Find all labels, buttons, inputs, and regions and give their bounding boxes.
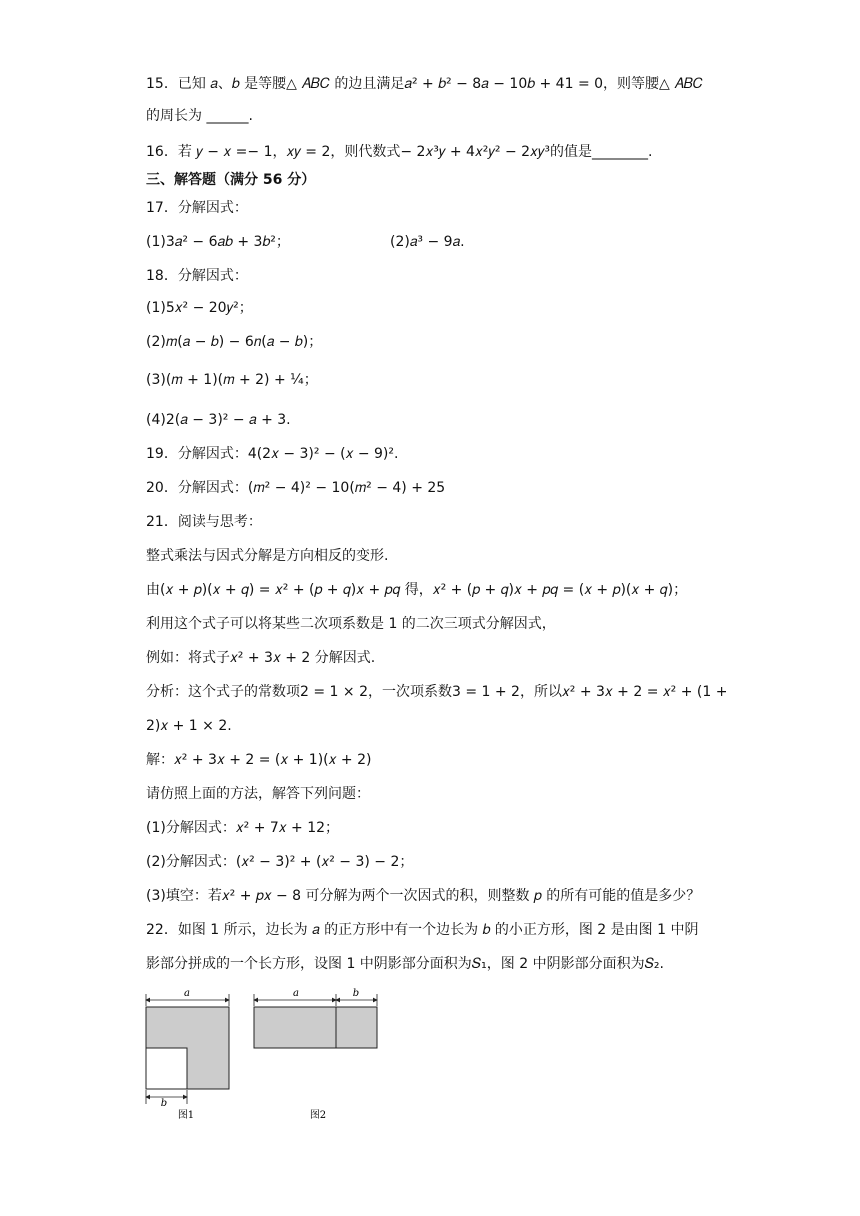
- line-text: (3)(𝑚 + 1)(𝑚 + 2) + ¼；: [146, 372, 318, 388]
- line-text: (1)5𝑥² − 20𝑦²；: [146, 300, 253, 316]
- line-text: 21．阅读与思考：: [146, 514, 262, 530]
- fig2-b-label: b: [352, 988, 360, 999]
- line-text: (4)2(𝑎 − 3)² − 𝑎 + 3.: [146, 412, 291, 428]
- line-text: 分析：这个式子的常数项2 = 1 × 2，一次项系数3 = 1 + 2，所以𝑥² + 3𝑥 + 2 = 𝑥² + (1 +: [146, 684, 728, 700]
- fig1-small-square: [146, 1048, 187, 1089]
- line-text: 影部分拼成的一个长方形，设图 1 中阴影部分面积为𝑆₁，图 2 中阴影部分面积为𝑆₂.: [146, 956, 664, 972]
- line-text: 的周长为 ______.: [146, 108, 253, 124]
- line-text: 2)𝑥 + 1 × 2.: [146, 718, 232, 734]
- line-text: (2)𝑚(𝑎 − 𝑏) − 6𝑛(𝑎 − 𝑏)；: [146, 334, 323, 350]
- line-text: 19．分解因式：4(2𝑥 − 3)² − (𝑥 − 9)².: [146, 446, 399, 462]
- line-text: 20．分解因式：(𝑚² − 4)² − 10(𝑚² − 4) + 25: [146, 480, 446, 496]
- fig1-a-label: a: [184, 988, 190, 999]
- figure-1: [146, 988, 229, 1121]
- fig2-caption: 图2: [309, 1110, 327, 1121]
- line-text: 整式乘法与因式分解是方向相反的变形.: [146, 548, 389, 564]
- line-text: 由(𝑥 + 𝑝)(𝑥 + 𝑞) = 𝑥² + (𝑝 + 𝑞)𝑥 + 𝑝𝑞 得，𝑥² + (𝑝 + 𝑞)𝑥 + 𝑝𝑞 = (𝑥 + 𝑝)(𝑥 + 𝑞)；: [146, 582, 688, 598]
- figure-2: [254, 988, 377, 1121]
- fig2-rect-right: [336, 1007, 377, 1048]
- line-text: (2)分解因式：(𝑥² − 3)² + (𝑥² − 3) − 2；: [146, 854, 414, 870]
- fig2-a-label: a: [293, 988, 299, 999]
- line-text: 利用这个式子可以将某些二次项系数是 1 的二次三项式分解因式，: [146, 616, 556, 632]
- line-text: (1)3𝑎² − 6𝑎𝑏 + 3𝑏²；: [146, 234, 290, 250]
- line-text: 18．分解因式：: [146, 268, 248, 284]
- line-text-col2: (2)𝑎³ − 9𝑎.: [390, 234, 465, 250]
- line-text: (1)分解因式：𝑥² + 7𝑥 + 12；: [146, 820, 340, 836]
- line-text: (3)填空：若𝑥² + 𝑝𝑥 − 8 可分解为两个一次因式的积，则整数 𝑝 的所有可能的值是多少？: [146, 888, 701, 904]
- line-text: 例如：将式子𝑥² + 3𝑥 + 2 分解因式.: [146, 650, 376, 666]
- fig1-caption: 图1: [177, 1110, 195, 1121]
- line-text: 三、解答题（满分 56 分）: [146, 172, 316, 188]
- line-text: 16．若 𝑦 − 𝑥 =− 1，𝑥𝑦 = 2，则代数式− 2𝑥³𝑦 + 4𝑥²𝑦² − 2𝑥𝑦³的值是________.: [146, 144, 653, 160]
- line-text: 17．分解因式：: [146, 200, 248, 216]
- line-text: 解：𝑥² + 3𝑥 + 2 = (𝑥 + 1)(𝑥 + 2): [146, 752, 372, 768]
- fig2-rect-left: [254, 1007, 336, 1048]
- fig1-b-label: b: [160, 1098, 168, 1109]
- line-text: 22．如图 1 所示，边长为 𝑎 的正方形中有一个边长为 𝑏 的小正方形，图 2 是由图 1 中阴: [146, 922, 699, 938]
- line-text: 15．已知 𝑎、𝑏 是等腰△ 𝐴𝐵𝐶 的边且满足𝑎² + 𝑏² − 8𝑎 − 10𝑏 + 41 = 0，则等腰△ 𝐴𝐵𝐶: [146, 76, 703, 92]
- line-text: 请仿照上面的方法，解答下列问题：: [146, 786, 370, 802]
